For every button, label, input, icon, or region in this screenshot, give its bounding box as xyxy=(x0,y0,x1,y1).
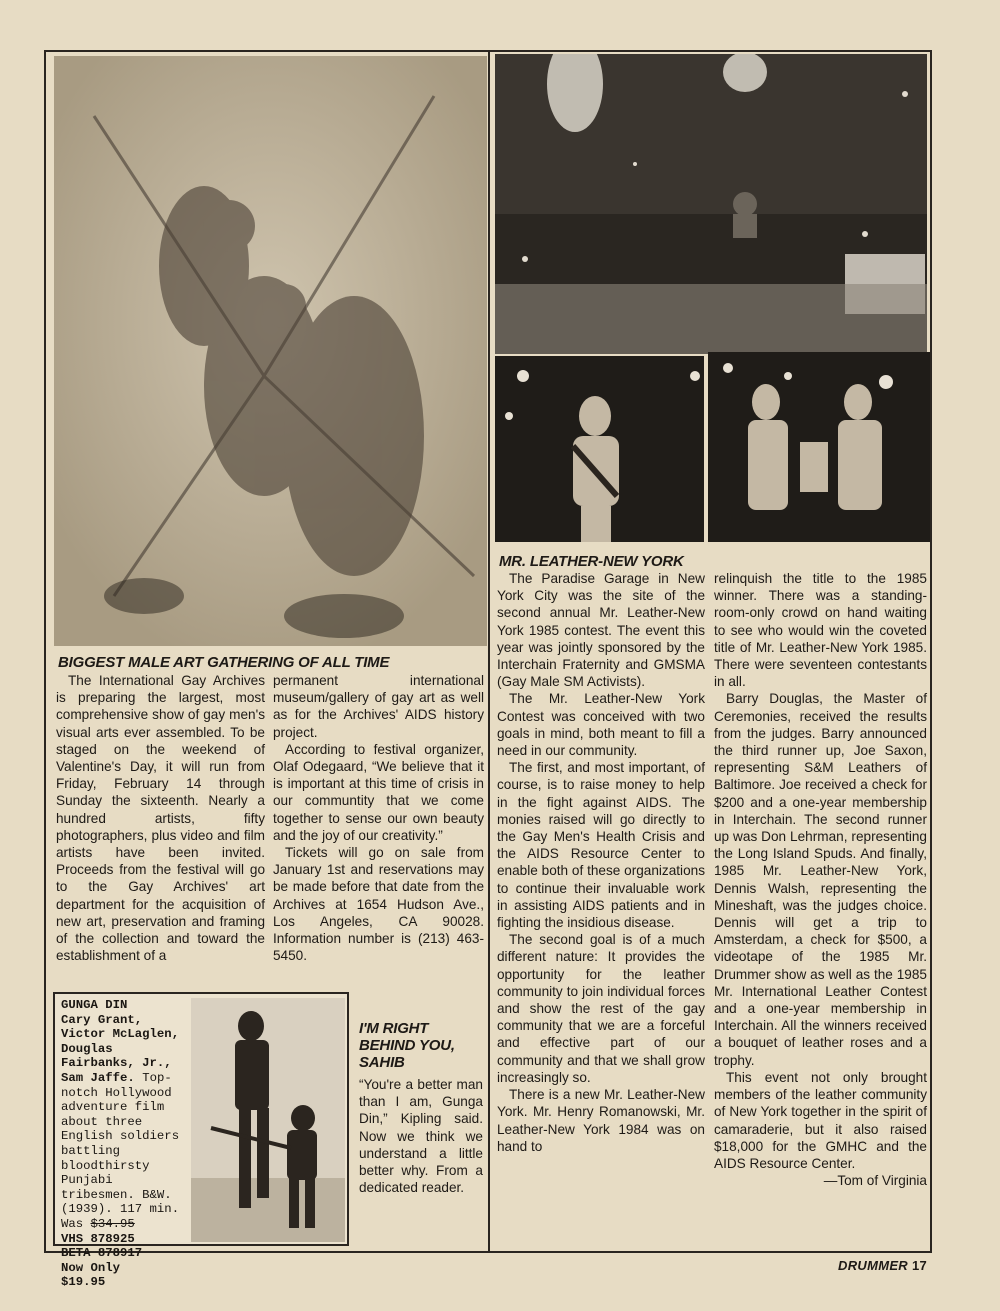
leather-paragraph: This event not only brought members of the leather community of New York together in the spirit of camaraderie, but it also raised $18,000 for the GMHC and the AIDS Resource Center. xyxy=(714,1069,927,1171)
column-divider xyxy=(488,50,490,1253)
contest-stage-photo xyxy=(495,54,927,354)
gunga-din-ad xyxy=(53,992,349,1290)
sahib-headline: I'M RIGHT BEHIND YOU, SAHIB xyxy=(359,1020,455,1071)
contestant-photo-left xyxy=(495,356,704,542)
ad-old-price: $34.95 xyxy=(90,1216,135,1231)
art-paragraph: The International Gay Archives is preparing the largest, most comprehensive show of gay men's visual arts ever assembled. To be staged on the weekend of Valentine's Day, it will run from Friday, February 14 through Sunday the sixteenth. Nearly a hundred artists, fifty photographers, plus video and film artists have been invited. Proceeds from the festival will go to the Gay Archives' art department for the acquisition of new art, preservation and framing of the collection and toward the establishment of a xyxy=(56,673,265,964)
art-paragraph: According to festival organizer, Olaf Odegaard, “We believe that it is important at this time of crisis in our communtity that we come together to sense our own beauty and the joy of our creativity.” xyxy=(273,741,484,843)
sahib-body: “You're a better man than I am, Gunga Din,” Kipling said. Now we think we understand a little better why. From a dedicated reader. xyxy=(359,1077,483,1196)
leather-headline: MR. LEATHER-NEW YORK xyxy=(499,553,684,570)
ad-now-only: Now Only xyxy=(61,1260,121,1275)
art-illustration xyxy=(54,56,487,646)
leather-paragraph: The Paradise Garage in New York City was the site of the second annual Mr. Leather-New York 1985 contest. The event this year was jointly sponsored by the Interchain Fraternity and GMSMA (Gay Male SM Activists). xyxy=(497,571,705,690)
leather-column-1 xyxy=(497,570,705,1155)
ad-cast: Cary Grant, Victor McLaglen, Douglas Fairbanks, Jr., Sam Jaffe. xyxy=(61,1012,180,1085)
leather-paragraph: The first, and most important, of course, is to raise money to help in the fight against AIDS. The monies raised will go directly to the Gay Men's Health Crisis and the AIDS Resource Center to enable both of these organizations to continue their invaluable work in assisting AIDS patients and in fighting the insidious disease. xyxy=(497,760,705,931)
ad-vhs-code: VHS 878925 xyxy=(61,1231,135,1246)
art-headline: BIGGEST MALE ART GATHERING OF ALL TIME xyxy=(58,654,390,671)
ad-description: Top-notch Hollywood adventure film about three English soldiers battling bloodthirsty Punjabi tribesmen. B&W. (1939). 117 min. Was xyxy=(61,1070,180,1231)
art-paragraph: permanent international museum/gallery of gay art as well as for the Archives' AIDS history project. xyxy=(273,673,484,740)
magazine-name: DRUMMER xyxy=(838,1258,908,1273)
leather-paragraph: relinquish the title to the 1985 winner. There was a standing-room-only crowd on hand waiting to see who would win the coveted title of Mr. Leather-New York 1985. There were seventeen contestants in all. xyxy=(714,571,927,690)
ad-price: $19.95 xyxy=(61,1275,106,1290)
ad-text xyxy=(61,998,185,1290)
art-paragraph: Tickets will go on sale from January 1st and reservations may be made before that date from the Archives at 1654 Hudson Ave., Los Angeles, CA 90028. Information number is (213) 463-5450. xyxy=(273,845,484,964)
page-number: 17 xyxy=(911,1258,928,1273)
article-signature: —Tom of Virginia xyxy=(823,1173,927,1189)
art-column-1 xyxy=(56,672,265,964)
winners-photo-right xyxy=(708,352,930,542)
art-column-2 xyxy=(273,672,484,964)
leather-paragraph: There is a new Mr. Leather-New York. Mr. Henry Romanowski, Mr. Leather-New York 1984 was on hand to xyxy=(497,1087,705,1154)
ad-title: GUNGA DIN xyxy=(61,998,128,1012)
sahib-column xyxy=(359,1076,483,1196)
leather-column-2 xyxy=(714,570,927,1189)
leather-paragraph: The second goal is of a much different nature: It provides the opportunity for the leather community to join individual forces and show the rest of the gay community that we are a forceful and effective part of our community and that we shall grow increasingly so. xyxy=(497,932,705,1085)
ad-movie-still xyxy=(191,998,345,1242)
leather-paragraph: Barry Douglas, the Master of Ceremonies, received the results from the judges. Barry announced the third runner up, Joe Saxon, representing S&M Leathers of Baltimore. Joe received a check for $200 and a one-year membership in Interchain. The second runner up was Don Lehrman, representing the Long Island Spuds. And finally, 1985 Mr. Leather-New York, Dennis Walsh, representing the Mineshaft, was the judges choice. Dennis will get a trip to Amsterdam, a check for $500, a videotape of the 1985 Mr. Drummer show as well as the 1985 Mr. International Leather Contest and a one-year membership in Interchain. All the winners received a bouquet of leather roses and a trophy. xyxy=(714,691,927,1068)
leather-paragraph: The Mr. Leather-New York Contest was conceived with two goals in mind, both meant to fill a need in our community. xyxy=(497,691,705,759)
ad-beta-code: BETA 878917 xyxy=(61,1246,143,1261)
page-footer xyxy=(838,1258,927,1273)
